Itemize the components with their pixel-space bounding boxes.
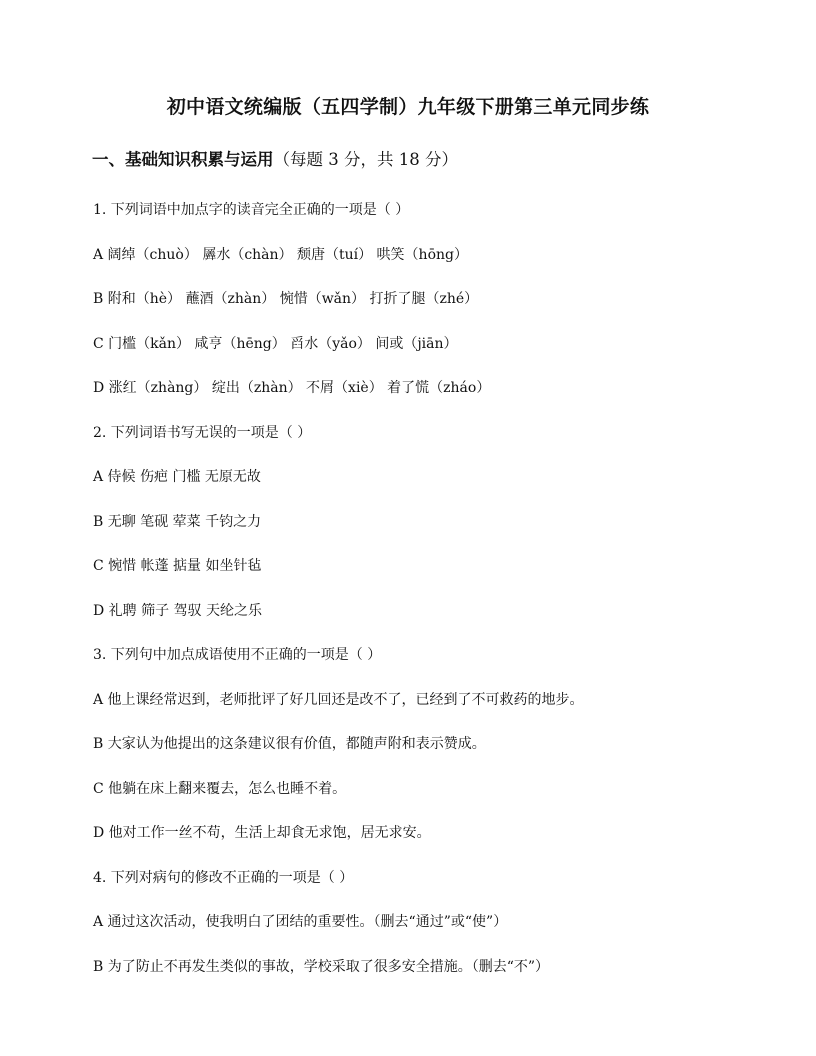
question-3-stem: 3. 下列句中加点成语使用不正确的一项是（ ）	[93, 647, 382, 663]
question-1-stem: 1. 下列词语中加点字的读音完全正确的一项是（ ）	[93, 202, 410, 218]
question-2-option-d: D 礼聘 筛子 驾驭 天纶之乐	[93, 602, 263, 619]
question-1-option-c: C 门槛（kǎn） 咸亨（hēng） 舀水（yǎo） 间或（jiān）	[93, 335, 458, 352]
question-4-stem: 4. 下列对病句的修改不正确的一项是（ ）	[93, 869, 354, 886]
document-title: 初中语文统编版（五四学制）九年级下册第三单元同步练	[166, 96, 650, 118]
section-note: （每题 3 分，共 18 分）	[273, 150, 458, 169]
question-2-option-b: B 无聊 笔砚 荤菜 千钧之力	[93, 513, 262, 530]
question-4-option-b: B 为了防止不再发生类似的事故，学校采取了很多安全措施。（删去“不”）	[93, 958, 550, 975]
question-1-option-a: A 阔绰（chuò） 羼水（chàn） 颓唐（tuí） 哄笑（hōng）	[93, 246, 468, 263]
question-3-option-c: C 他躺在床上翻来覆去，怎么也睡不着。	[93, 780, 347, 797]
question-3-option-a: A 他上课经常迟到，老师批评了好几回还是改不了，已经到了不可救药的地步。	[93, 691, 584, 708]
question-4-option-a: A 通过这次活动，使我明白了团结的重要性。（删去“通过”或“使”）	[93, 914, 508, 930]
question-2-option-a: A 侍候 伤疤 门槛 无原无故	[93, 469, 261, 485]
question-1-option-d: D 涨红（zhàng） 绽出（zhàn） 不屑（xiè） 着了慌（zháo）	[93, 380, 491, 396]
section-heading	[92, 146, 458, 170]
question-2-option-c: C 惋惜 帐蓬 掂量 如坐针毡	[93, 558, 262, 574]
question-list	[93, 200, 793, 1001]
question-3-option-d: D 他对工作一丝不苟，生活上却食无求饱，居无求安。	[93, 825, 431, 841]
question-1-option-b: B 附和（hè） 蘸酒（zhàn） 惋惜（wǎn） 打折了腿（zhé）	[93, 291, 479, 307]
section-label: 一、基础知识积累与运用	[92, 150, 274, 169]
question-3-option-b: B 大家认为他提出的这条建议很有价值，都随声附和表示赞成。	[93, 736, 486, 752]
question-2-stem: 2. 下列词语书写无误的一项是（ ）	[93, 424, 312, 441]
